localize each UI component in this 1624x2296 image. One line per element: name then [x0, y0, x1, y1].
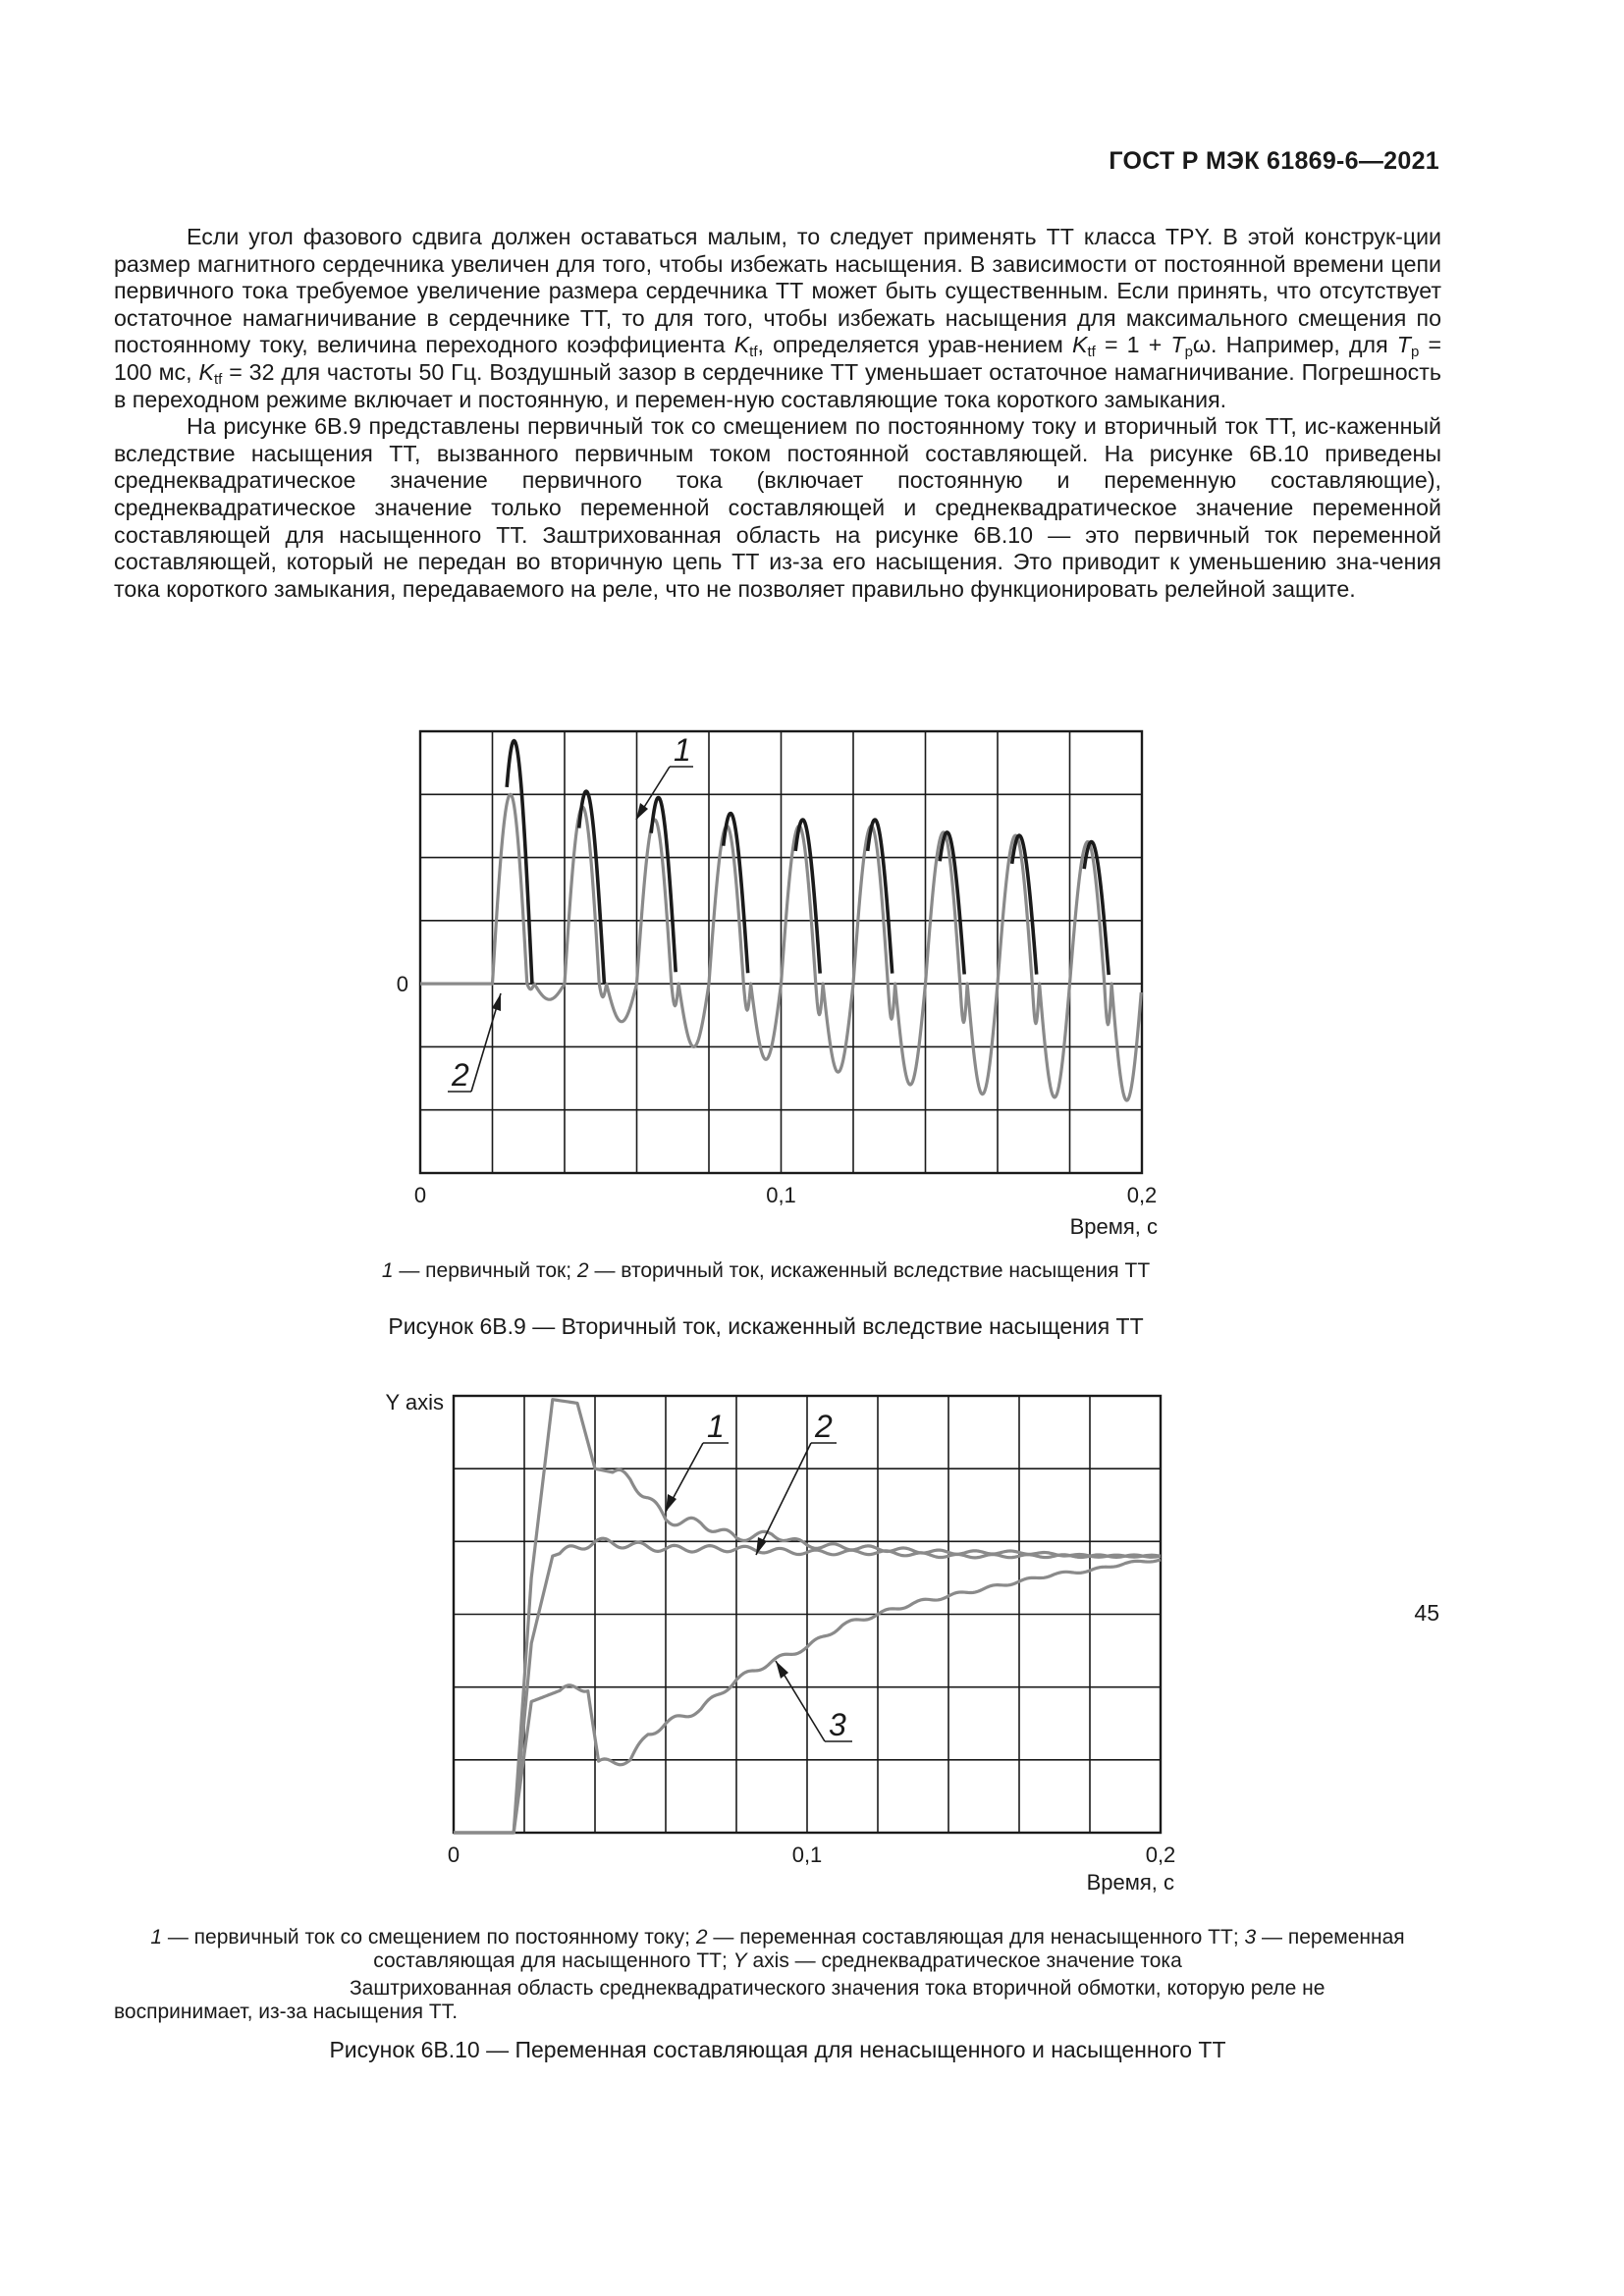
- fig2-annotation-3-arrowhead: [776, 1661, 788, 1679]
- fig2-y-axis-label: Y axis: [385, 1390, 444, 1415]
- fig2-annotation-1-arrowhead: [666, 1494, 677, 1512]
- fig2-annotation-3: 3: [829, 1707, 846, 1742]
- paragraph-2: На рисунке 6B.9 представлены первичный ток со смещением по постоянному току и вторичный ток ТТ, ис-каженный вследствие насыщения ТТ, вызванного первичным током постоянной составляющей. На рисунке 6B.10 приведены среднеквадратическое значение первичного тока (включает постоянную и переменную составляющие), среднеквадратическое значение только переменной составляющей и среднеквадратическое значение переменной составляющей для насыщенного ТТ. Заштрихованная область на рисунке 6B.10 — это первичный ток переменной составляющей, который не передан во вторичную цепь ТТ из-за его насыщения. Это приводит к уменьшению зна-чения тока короткого замыкания, передаваемого на реле, что не позволяет правильно функционировать релейной защите.: [114, 413, 1441, 602]
- figure-6b10-note: Заштрихованная область среднеквадратического значения тока вторичной обмотки, которую реле не воспринимает, из-за насыщения ТТ.: [114, 1977, 1326, 2023]
- fig1-x-tick-label: 0,2: [1126, 1183, 1158, 1207]
- fig1-x-tick-label: 0: [413, 1183, 427, 1207]
- fig1-x-tick-label: 0,1: [766, 1183, 796, 1207]
- figure-6b10-title: Рисунок 6B.10 — Переменная составляющая для ненасыщенного и насыщенного ТТ: [329, 2037, 1226, 2062]
- figure-6b9-legend: 1 — первичный ток; 2 — вторичный ток, искаженный вследствие насыщения ТТ: [381, 1259, 1151, 1282]
- fig2-annotation-2-leader: [756, 1443, 811, 1555]
- page-number: 45: [1414, 1600, 1439, 1626]
- page-header: ГОСТ Р МЭК 61869-6—2021: [1109, 147, 1439, 175]
- fig1-annotation-1: 1: [674, 732, 691, 768]
- fig1-y-tick-label: 0: [396, 972, 408, 997]
- fig1-annotation-2: 2: [452, 1057, 469, 1093]
- fig2-x-axis-label: Время, с: [1086, 1870, 1174, 1895]
- fig2-annotation-1: 1: [707, 1409, 725, 1444]
- fig2-x-tick-label: 0,2: [1145, 1842, 1176, 1867]
- fig1-x-axis-label: Время, с: [1069, 1214, 1158, 1239]
- figure-6b9-title: Рисунок 6B.9 — Вторичный ток, искаженный вследствие насыщения ТТ: [388, 1313, 1144, 1339]
- fig2-annotation-2: 2: [815, 1409, 833, 1444]
- fig2-x-tick-label: 0,1: [791, 1842, 823, 1867]
- fig2-x-tick-label: 0: [447, 1842, 460, 1867]
- paragraph-1: Если угол фазового сдвига должен оставаться малым, то следует применять ТТ класса TPY. В этой конструк-ции размер магнитного сердечника увеличен для того, чтобы избежать насыщения. В зависимости от постоянной времени цепи первичного тока требуемое увеличение размера сердечника ТТ может быть существенным. Если принять, что отсутствует остаточное намагничивание в сердечнике ТТ, то для того, чтобы избежать насыщения для максимального смещения по постоянному току, величина переходного коэффициента $K_{tf}$, определяется урав-нением $K_{tf} = 1 + T_p\omega$. Например, для $T_p = 100$ мс, $K_{tf} = 32$ для частоты 50 Гц. Воздушный зазор в сердечнике ТТ уменьшает остаточное намагничивание. Погрешность в переходном режиме включает и постоянную, и перемен-ную составляющие тока короткого замыкания.: [114, 224, 1441, 412]
- figure-6b10-legend: 1 — первичный ток со смещением по постоянному току; 2 — переменная составляющая для ненасыщенного ТТ; 3 — переменная составляющая для насыщенного ТТ; Y axis — среднеквадратическое значение тока: [150, 1926, 1405, 1972]
